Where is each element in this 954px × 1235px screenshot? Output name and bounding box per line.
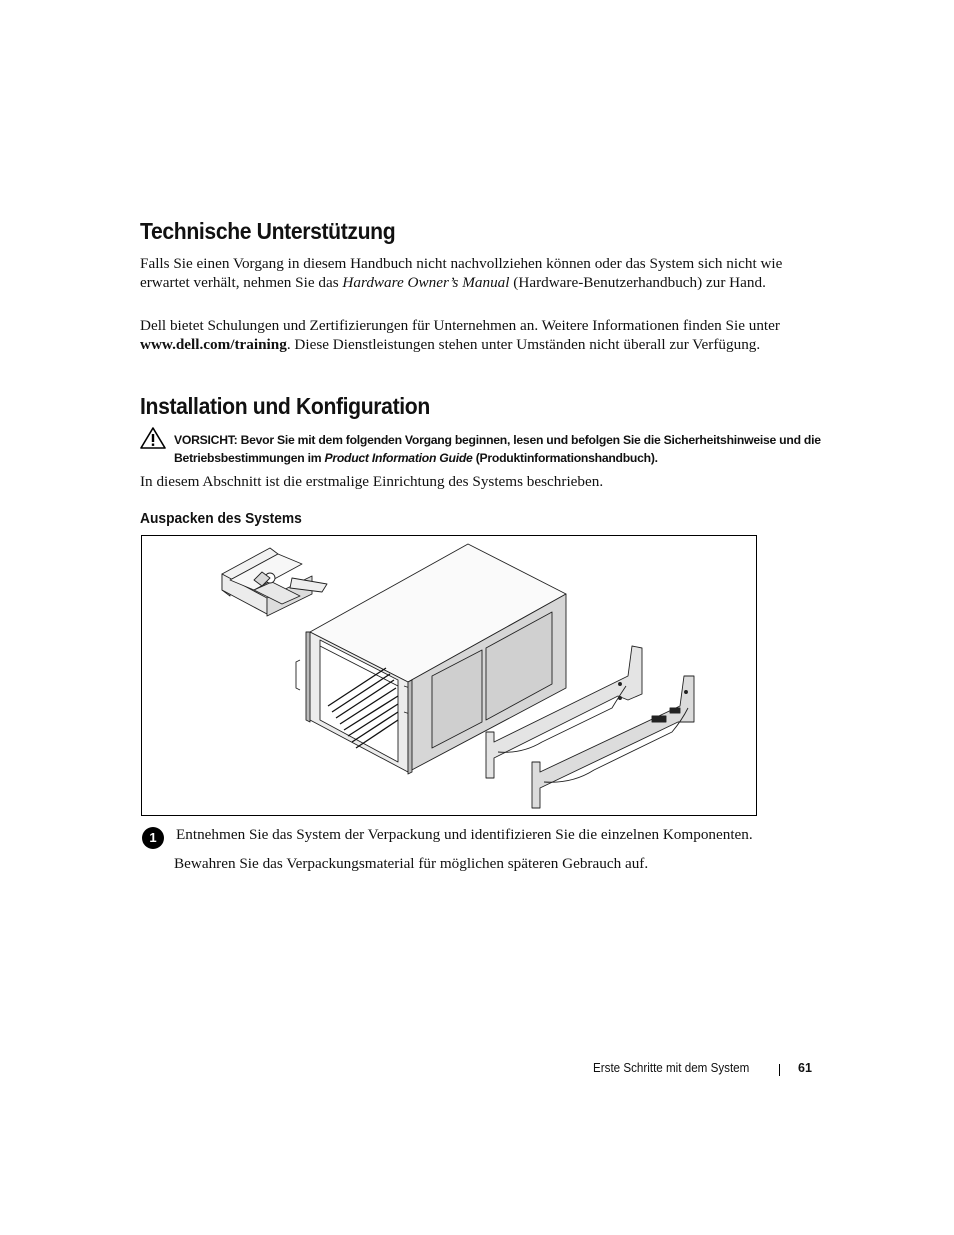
text: Falls Sie einen Vorgang in diesem Handbuch nicht nachvollziehen können oder das System sich nicht wie erwartet verhält, nehmen Sie das <box>140 255 783 291</box>
step-1-note: Bewahren Sie das Verpackungsmaterial für möglichen späteren Gebrauch auf. <box>174 855 649 872</box>
text: . Diese Dienstleistungen stehen unter Umständen nicht überall zur Verfügung. <box>286 335 761 353</box>
text: (Hardware-Benutzerhandbuch) zur Hand. <box>509 273 766 291</box>
training-link[interactable]: www.dell.com/training <box>140 335 287 353</box>
text: Dell bietet Schulungen und Zertifizierungen für Unternehmen an. Weitere Informationen finden Sie unter <box>140 317 780 334</box>
caution-label: VORSICHT: <box>174 433 238 447</box>
text: Bevor Sie mit dem folgenden Vorgang beginnen, lesen und befolgen Sie die Sicherheitshinweise und die Betriebsbestimmungen im <box>174 433 821 465</box>
footer-separator <box>779 1064 780 1076</box>
paragraph-support-1 <box>140 255 800 292</box>
guide-title: Product Information Guide <box>324 450 473 465</box>
text: (Produktinformationshandbuch). <box>472 450 658 465</box>
packaging-box-drawing <box>222 548 327 616</box>
unpacking-illustration <box>141 535 757 816</box>
page-number: 61 <box>798 1061 812 1075</box>
manual-title: Hardware Owner’s Manual <box>342 273 510 291</box>
step-number-badge: 1 <box>142 827 164 849</box>
warning-triangle-icon <box>140 427 166 449</box>
subheading-unpacking: Auspacken des Systems <box>140 510 302 527</box>
footer-chapter-title: Erste Schritte mit dem System <box>593 1061 750 1075</box>
heading-technical-support: Technische Unterstützung <box>140 218 396 244</box>
system-and-rails-drawing <box>142 536 758 817</box>
step-1-text: Entnehmen Sie das System der Verpackung und identifizieren Sie die einzelnen Komponenten. <box>176 826 753 843</box>
paragraph-support-2 <box>140 317 800 354</box>
paragraph-intro: In diesem Abschnitt ist die erstmalige Einrichtung des Systems beschrieben. <box>140 473 604 490</box>
caution-notice <box>140 427 820 467</box>
page-footer <box>590 1061 820 1081</box>
heading-installation: Installation und Konfiguration <box>140 393 430 419</box>
caution-text <box>174 432 834 467</box>
